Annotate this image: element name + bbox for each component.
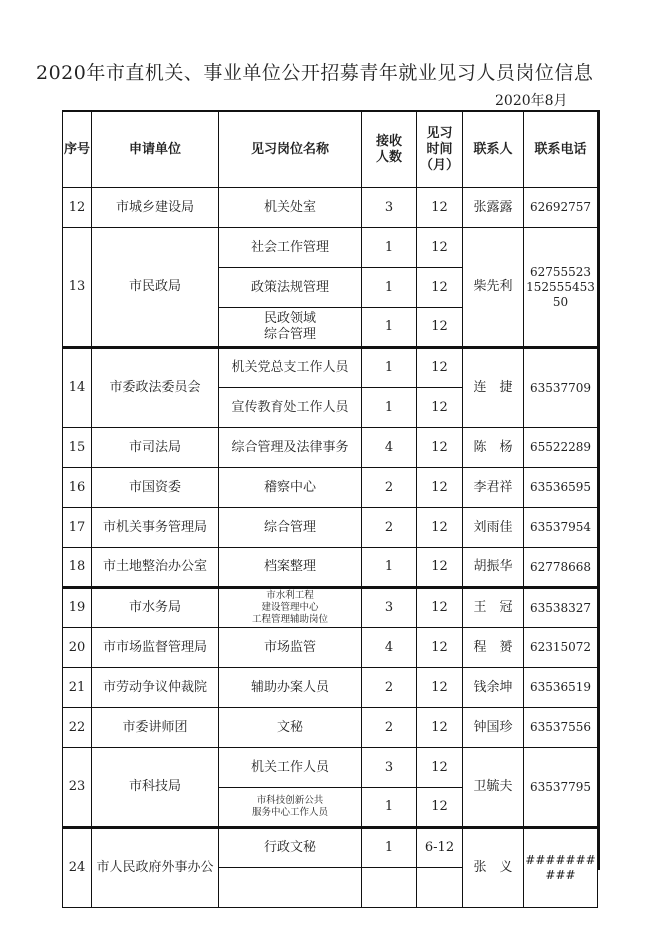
position-months: 12: [417, 268, 463, 308]
position-count: 1: [362, 388, 417, 428]
header-serial: 序号: [63, 111, 92, 188]
position-name: 政策法规管理: [219, 268, 362, 308]
contact-person: 刘雨佳: [463, 508, 524, 548]
header-phone: 联系电话: [524, 111, 598, 188]
contact-person: 张 义: [463, 828, 524, 908]
serial-number: 15: [63, 428, 92, 468]
table-row: [63, 228, 598, 268]
table-row: [63, 188, 598, 228]
position-count: 1: [362, 828, 417, 868]
contact-phone: 63536595: [524, 468, 598, 508]
position-name: 社会工作管理: [219, 228, 362, 268]
positions-table: [62, 110, 598, 908]
contact-person: 程 赟: [463, 628, 524, 668]
serial-number: 20: [63, 628, 92, 668]
contact-person: 卫毓夫: [463, 748, 524, 828]
table-row: [63, 708, 598, 748]
serial-number: 23: [63, 748, 92, 828]
unit-name: 市委政法委员会: [92, 348, 219, 428]
position-months: 12: [417, 228, 463, 268]
table-body: [63, 188, 598, 908]
position-months: 6-12: [417, 828, 463, 868]
title-text: 2020年市直机关、事业单位公开招募青年就业见习人员岗位信息: [36, 62, 594, 84]
contact-phone: 62778668: [524, 548, 598, 588]
position-name: 综合管理: [219, 508, 362, 548]
position-count: 2: [362, 508, 417, 548]
contact-phone: ##########: [524, 828, 598, 908]
contact-person: 柴先利: [463, 228, 524, 348]
position-name: 文秘: [219, 708, 362, 748]
contact-person: 王 冠: [463, 588, 524, 628]
contact-phone: 62755523 15255545350: [524, 228, 598, 348]
header-contact: 联系人: [463, 111, 524, 188]
contact-phone: 63536519: [524, 668, 598, 708]
position-count: 3: [362, 588, 417, 628]
serial-number: 21: [63, 668, 92, 708]
serial-number: 22: [63, 708, 92, 748]
serial-number: 12: [63, 188, 92, 228]
table-row: [63, 468, 598, 508]
document-title: [36, 58, 662, 85]
document-date: 2020年8月: [495, 93, 568, 109]
table-row: [63, 548, 598, 588]
table-header-row: [63, 111, 598, 188]
position-count: 1: [362, 268, 417, 308]
position-months: 12: [417, 628, 463, 668]
position-name: 市水利工程 建设管理中心 工程管理辅助岗位: [219, 588, 362, 628]
unit-name: 市司法局: [92, 428, 219, 468]
table-row: [63, 748, 598, 788]
contact-person: 张露露: [463, 188, 524, 228]
unit-name: 市城乡建设局: [92, 188, 219, 228]
position-months: 12: [417, 788, 463, 828]
position-months: 12: [417, 588, 463, 628]
position-name: 辅助办案人员: [219, 668, 362, 708]
contact-person: 胡振华: [463, 548, 524, 588]
position-months: 12: [417, 188, 463, 228]
table-right-border: [598, 110, 600, 870]
table-row: [63, 828, 598, 868]
position-name: 机关工作人员: [219, 748, 362, 788]
contact-phone: 63537556: [524, 708, 598, 748]
position-count: 3: [362, 748, 417, 788]
positions-table-container: [62, 110, 600, 882]
contact-person: 连 捷: [463, 348, 524, 428]
table-row: [63, 668, 598, 708]
position-count: 4: [362, 628, 417, 668]
position-months: 12: [417, 348, 463, 388]
unit-name: 市民政局: [92, 228, 219, 348]
position-name: 宣传教育处工作人员: [219, 388, 362, 428]
position-name: 市场监管: [219, 628, 362, 668]
position-count: 1: [362, 788, 417, 828]
position-months: 12: [417, 708, 463, 748]
position-name: 行政文秘: [219, 828, 362, 868]
position-months: 12: [417, 748, 463, 788]
table-row: [63, 628, 598, 668]
position-name: 稽察中心: [219, 468, 362, 508]
unit-name: 市水务局: [92, 588, 219, 628]
contact-person: 李君祥: [463, 468, 524, 508]
position-count: 2: [362, 468, 417, 508]
contact-phone: 63538327: [524, 588, 598, 628]
unit-name: 市委讲师团: [92, 708, 219, 748]
position-count: 4: [362, 428, 417, 468]
position-name: 档案整理: [219, 548, 362, 588]
position-months: 12: [417, 508, 463, 548]
header-months: 见习 时间 （月）: [417, 111, 463, 188]
header-position: 见习岗位名称: [219, 111, 362, 188]
header-count: 接收 人数: [362, 111, 417, 188]
position-count: 2: [362, 668, 417, 708]
serial-number: 13: [63, 228, 92, 348]
serial-number: 24: [63, 828, 92, 908]
position-name: [219, 868, 362, 908]
serial-number: 16: [63, 468, 92, 508]
contact-person: 钟国珍: [463, 708, 524, 748]
contact-phone: 65522289: [524, 428, 598, 468]
contact-phone: 62315072: [524, 628, 598, 668]
contact-person: 钱余坤: [463, 668, 524, 708]
unit-name: 市人民政府外事办公: [92, 828, 219, 908]
header-unit: 申请单位: [92, 111, 219, 188]
serial-number: 17: [63, 508, 92, 548]
contact-phone: 63537795: [524, 748, 598, 828]
table-row: [63, 508, 598, 548]
serial-number: 19: [63, 588, 92, 628]
unit-name: 市土地整治办公室: [92, 548, 219, 588]
position-count: 1: [362, 348, 417, 388]
position-name: 市科技创新公共 服务中心工作人员: [219, 788, 362, 828]
table-row: [63, 428, 598, 468]
position-name: 综合管理及法律事务: [219, 428, 362, 468]
table-row: [63, 588, 598, 628]
contact-person: 陈 杨: [463, 428, 524, 468]
position-count: 1: [362, 228, 417, 268]
contact-phone: 62692757: [524, 188, 598, 228]
unit-name: 市国资委: [92, 468, 219, 508]
position-count: 1: [362, 308, 417, 348]
position-count: [362, 868, 417, 908]
position-name: 机关党总支工作人员: [219, 348, 362, 388]
position-months: [417, 868, 463, 908]
serial-number: 18: [63, 548, 92, 588]
position-months: 12: [417, 468, 463, 508]
position-months: 12: [417, 388, 463, 428]
unit-name: 市机关事务管理局: [92, 508, 219, 548]
unit-name: 市科技局: [92, 748, 219, 828]
contact-phone: 63537954: [524, 508, 598, 548]
position-count: 2: [362, 708, 417, 748]
position-name: 机关处室: [219, 188, 362, 228]
unit-name: 市劳动争议仲裁院: [92, 668, 219, 708]
position-count: 1: [362, 548, 417, 588]
contact-phone: 63537709: [524, 348, 598, 428]
unit-name: 市市场监督管理局: [92, 628, 219, 668]
table-row: [63, 348, 598, 388]
position-count: 3: [362, 188, 417, 228]
position-name: 民政领域 综合管理: [219, 308, 362, 348]
position-months: 12: [417, 428, 463, 468]
position-months: 12: [417, 548, 463, 588]
serial-number: 14: [63, 348, 92, 428]
position-months: 12: [417, 668, 463, 708]
position-months: 12: [417, 308, 463, 348]
